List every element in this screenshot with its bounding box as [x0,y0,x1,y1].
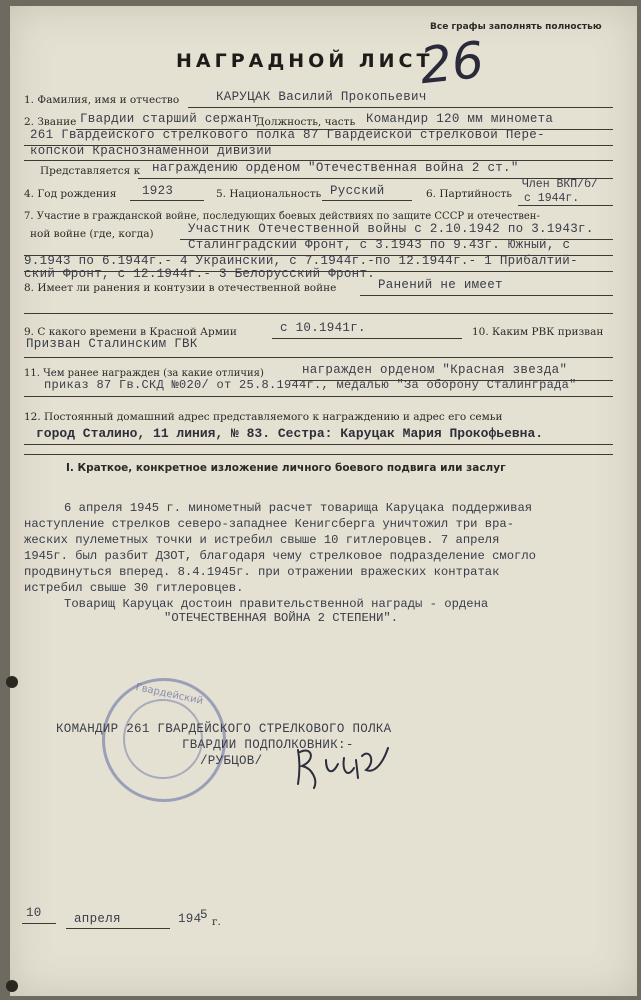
field-6-value-1: Член ВКП/б/ [522,178,598,191]
rule [272,338,462,339]
punch-hole [6,676,18,688]
rule [322,200,412,201]
signature-line-3: /РУБЦОВ/ [200,754,263,768]
rule [24,396,613,397]
field-7-label-1: 7. Участие в гражданской войне, последующих боевых действиях по защите СССР и отечествен- [24,211,540,222]
date-year-digit: 5 [200,908,208,922]
date-month: апреля [74,912,121,926]
fill-note: Все графы заполнять полностью [430,22,602,32]
signature-line-1: КОМАНДИР 261 ГВАРДЕЙСКОГО СТРЕЛКОВОГО ПОЛКА [56,722,392,736]
field-1-value: КАРУЦАК Василий Прокопьевич [216,90,427,104]
field-1-label: 1. Фамилия, имя и отчество [24,94,180,106]
field-5-label: 5. Национальность [216,188,322,200]
field-11-value-2: приказ 87 Гв.СКД №020/ от 25.8.1944г., медалью "За оборону Сталинграда" [44,378,577,392]
rule [22,923,56,924]
field-11-value-1: награжден орденом "Красная звезда" [302,363,568,377]
field-7-value-3: 9.1943 по 6.1944г.- 4 Украинский, с 7.1944г.-по 12.1944г.- 1 Прибалтий- [24,254,578,268]
field-7-label-2: ной войне (где, когда) [30,228,154,240]
presented-value: награждению орденом "Отечественная война 2 ст." [152,161,519,175]
field-6-value-2: с 1944г. [524,192,580,205]
body-line: продвинуться вперед. 8.4.1945г. при отражении вражеских контратак [24,565,500,579]
handwritten-signature [292,738,392,794]
punch-hole [6,980,18,992]
body-line: "ОТЕЧЕСТВЕННАЯ ВОЙНА 2 СТЕПЕНИ". [164,611,399,625]
body-line: наступление стрелков северо-западнее Кенигсберга уничтожил три вра- [24,517,515,531]
section-heading: I. Краткое, конкретное изложение личного боевого подвига или заслуг [66,462,506,474]
field-9-label: 9. С какого времени в Красной Армии [24,326,237,338]
field-9-value: с 10.1941г. [280,321,366,335]
page-title: НАГРАДНОЙ ЛИСТ [176,50,434,72]
rule [24,357,613,358]
rule [360,295,613,296]
date-year-suffix: г. [212,916,221,928]
field-8-value: Ранений не имеет [378,278,503,292]
handwritten-number: 26 [417,30,487,96]
body-line: 6 апреля 1945 г. минометный расчет товарища Каруцака поддерживая [64,501,533,515]
award-sheet [10,6,637,996]
body-line: жеских пулеметных точки и истребил свыше 10 гитлеровцев. 7 апреля [24,533,500,547]
field-10-value: Призван Сталинским ГВК [26,337,198,351]
field-11-label: 11. Чем ранее награжден (за какие отличия) [24,368,264,379]
rule [130,200,204,201]
field-2-label-rank: 2. Звание [24,116,77,128]
field-8-label: 8. Имеет ли ранения и контузии в отечественной войне [24,282,337,294]
field-7-value-1: Участник Отечественной войны с 2.10.1942 по 3.1943г. [188,222,594,236]
field-2-post: Командир 120 мм миномета [366,112,554,126]
body-line: 1945г. был разбит ДЗОТ, благодаря чему стрелковое подразделение смогло [24,549,536,563]
rule [24,313,613,314]
field-2-line3: копской Краснознаменной дивизии [30,144,272,158]
field-4-value: 1923 [142,184,174,198]
field-2-rank: Гвардии старший сержант [80,112,260,126]
field-2-label-post: Должность, часть [256,116,356,128]
field-7-value-4: ский Фронт, с 12.1944г.- 3 Белорусский Фронт. [24,267,376,281]
field-5-value: Русский [330,184,385,198]
body-line: истребил свыше 30 гитлеровцев. [24,581,244,595]
field-10-label: 10. Каким РВК призван [472,326,604,338]
field-12-label: 12. Постоянный домашний адрес представляемого к награждению и адрес его семьи [24,411,503,423]
field-12-value: город Сталино, 11 линия, № 83. Сестра: Каруцак Мария Прокофьевна. [36,426,544,441]
rule [24,454,613,455]
date-year-prefix: 194 [178,912,202,926]
rule [188,107,613,108]
field-6-label: 6. Партийность [426,188,513,200]
date-day: 10 [26,906,42,920]
rule [66,928,170,929]
signature-line-2: ГВАРДИИ ПОДПОЛКОВНИК:- [182,738,354,752]
stamp-text: Гвардейский [134,681,204,708]
presented-label: Представляется к [40,165,141,177]
field-4-label: 4. Год рождения [24,188,117,200]
field-2-line2: 261 Гвардейского стрелкового полка 87 Гвардейской стрелковой Пере- [30,128,545,142]
rule [24,444,613,445]
field-7-value-2: Сталинградский Фронт, с 3.1943 по 9.43г. Южный, с [188,238,571,252]
rule [518,205,613,206]
body-line: Товарищ Каруцак достоин правительственной награды - ордена [64,597,489,611]
